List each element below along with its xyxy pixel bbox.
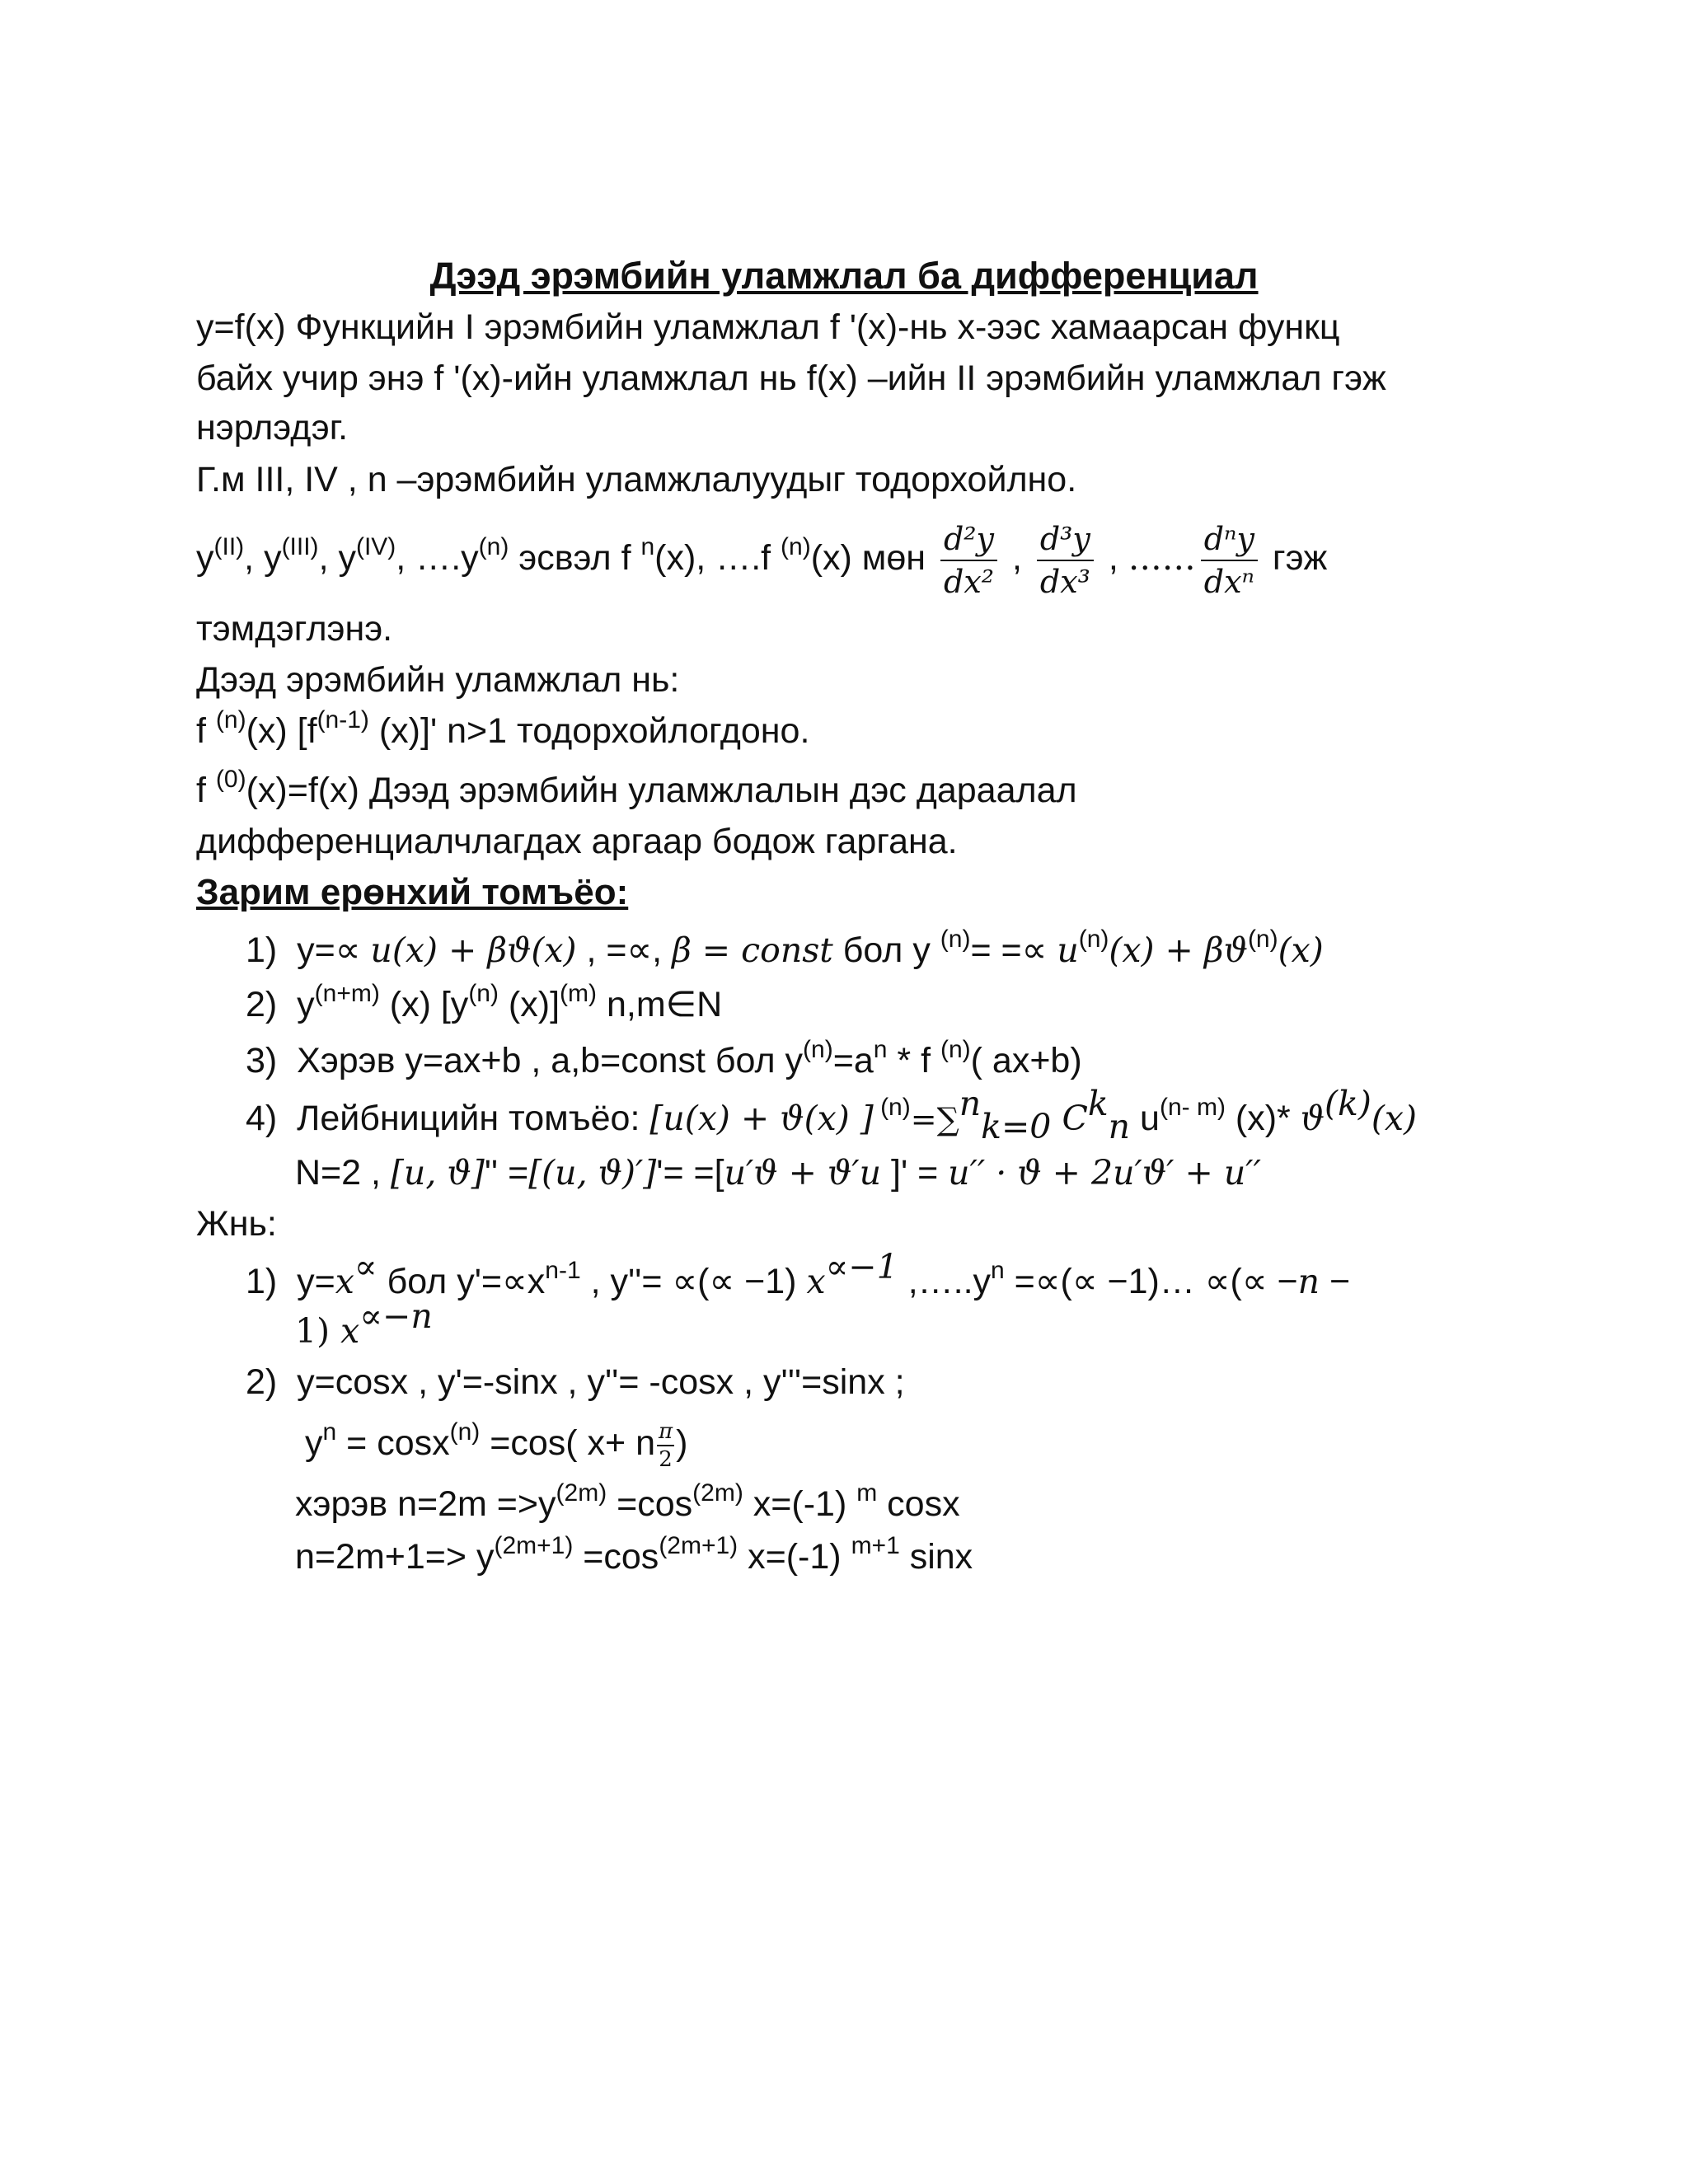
formula-item-4-leibniz: 4) Лейбницийн томъёо: [u(x) + ϑ(x) ] $^{(n)}$=∑$^n_{k=0}$ $C^k_n$ $u^{(n- m)}$ (x)* $ϑ^{(k)}(x)$: [246, 1084, 1417, 1146]
higher-order-definition: f $^{(n)}$(x) [$f^{(n-1)}$ (x)]' n>1 тодорхойлогдоно.: [196, 706, 810, 751]
example-item-2: 2) y=cosx , y'=-sinx , y''= -cosx , y'''=sinx ;: [246, 1362, 905, 1402]
example-item-2-cos-n: $y^n = \cos x^{(n)} =\cos$( x+ n $\frac{\pi}{2}$ ): [305, 1418, 688, 1472]
intro-line-2: байх учир энэ f '(x)-ийн уламжлал нь f(x) –ийн II эрэмбийн уламжлал гэж: [196, 359, 1386, 398]
second-derivative-fraction: $\frac{\text{d²y}}{\text{dx²}}$: [940, 523, 997, 598]
formula-item-3: 3) Хэрэв y=ax+b , a,b=const бол $y^{(n)}=a^n * f$ $^{(n)}$( ax+b): [246, 1036, 1082, 1080]
example-item-1-continued: 1) $x^{\propto-n}$: [295, 1296, 433, 1351]
zero-order-definition-line-2: дифференциалчлагдах аргаар бодож гаргана.: [196, 822, 958, 861]
intro-line-1: y=f(x) Функцийн I эрэмбийн уламжлал f '(x)-нь x-ээс хамаарсан функц: [196, 307, 1340, 347]
pi-over-two-fraction: $\frac{\pi}{2}$: [659, 1418, 673, 1472]
notation-line: $y^{(II)}$, $y^{(III)}$, $y^{(IV)}$, $\dots.y^{(n)}$ эсвэл f $^n$(x), ….f $^{(n)}$(x) мөн $\frac{\text{d²y}}{\text{dx²}}$ , $\frac{\text{d³y}}{\text{dx³}}$ , …… $\frac{\text{dⁿy}}{\text{dxⁿ}}$ гэж: [196, 520, 1328, 600]
formulas-heading: Зарим ерөнхий томъёо:: [196, 872, 629, 912]
notation-tail: тэмдэглэнэ.: [196, 609, 393, 649]
formula-item-4-example: N=2 , [u, ϑ]'' =[(u, ϑ)′]'= =[u′ϑ + ϑ′u ]' = u′′ · ϑ + 2u′ϑ′ + u′′: [295, 1153, 1261, 1193]
third-derivative-fraction: $\frac{\text{d³y}}{\text{dx³}}$: [1037, 523, 1094, 598]
formula-item-2: 2) $y^{(n+m)}$ (x) [$y^{(n)}$ (x)]$^{(m)}$ n,m∈N: [246, 980, 723, 1024]
zero-order-definition: f $^{(0)}$(x)=f(x) Дээд эрэмбийн уламжлалын дэс дараалал: [196, 766, 1077, 810]
formula-item-1: 1) y=∝ u(x) + βϑ(x) , =∝, β = const бол y $^{(n)}= =\propto u^{(n)}(x) + \beta ϑ^{(n)}(x)$: [246, 926, 1324, 970]
example-item-2-odd-case: $n=2m+1=> y^{(2m+1)} =\cos^{(2m+1)}$ x=(-1) $^{m+1}$ sinx: [295, 1532, 973, 1577]
page-title: Дээд эрэмбийн уламжлал ба дифференциал: [429, 255, 1259, 297]
examples-heading: Жнь:: [196, 1204, 277, 1244]
higher-order-intro: Дээд эрэмбийн уламжлал нь:: [196, 660, 680, 700]
intro-line-3: нэрлэдэг.: [196, 408, 349, 448]
example-item-1: 1) y=x∝ бол $y'=\propto x^{n-1}$ , y''= ∝(∝ −1) $x^{\propto-1}$ $,\dots..y^n$ =∝(∝ −1)… ∝(∝ −n −: [246, 1247, 1351, 1301]
nth-derivative-fraction: $\frac{\text{dⁿy}}{\text{dxⁿ}}$: [1201, 523, 1258, 598]
example-item-2-even-case: хэрэв $n=2m =>y^{(2m)} =\cos^{(2m)}$ x=(-1) $^m$ cosx: [295, 1479, 960, 1524]
intro-line-4: Г.м III, IV , n –эрэмбийн уламжлалуудыг тодорхойлно.: [196, 460, 1077, 499]
